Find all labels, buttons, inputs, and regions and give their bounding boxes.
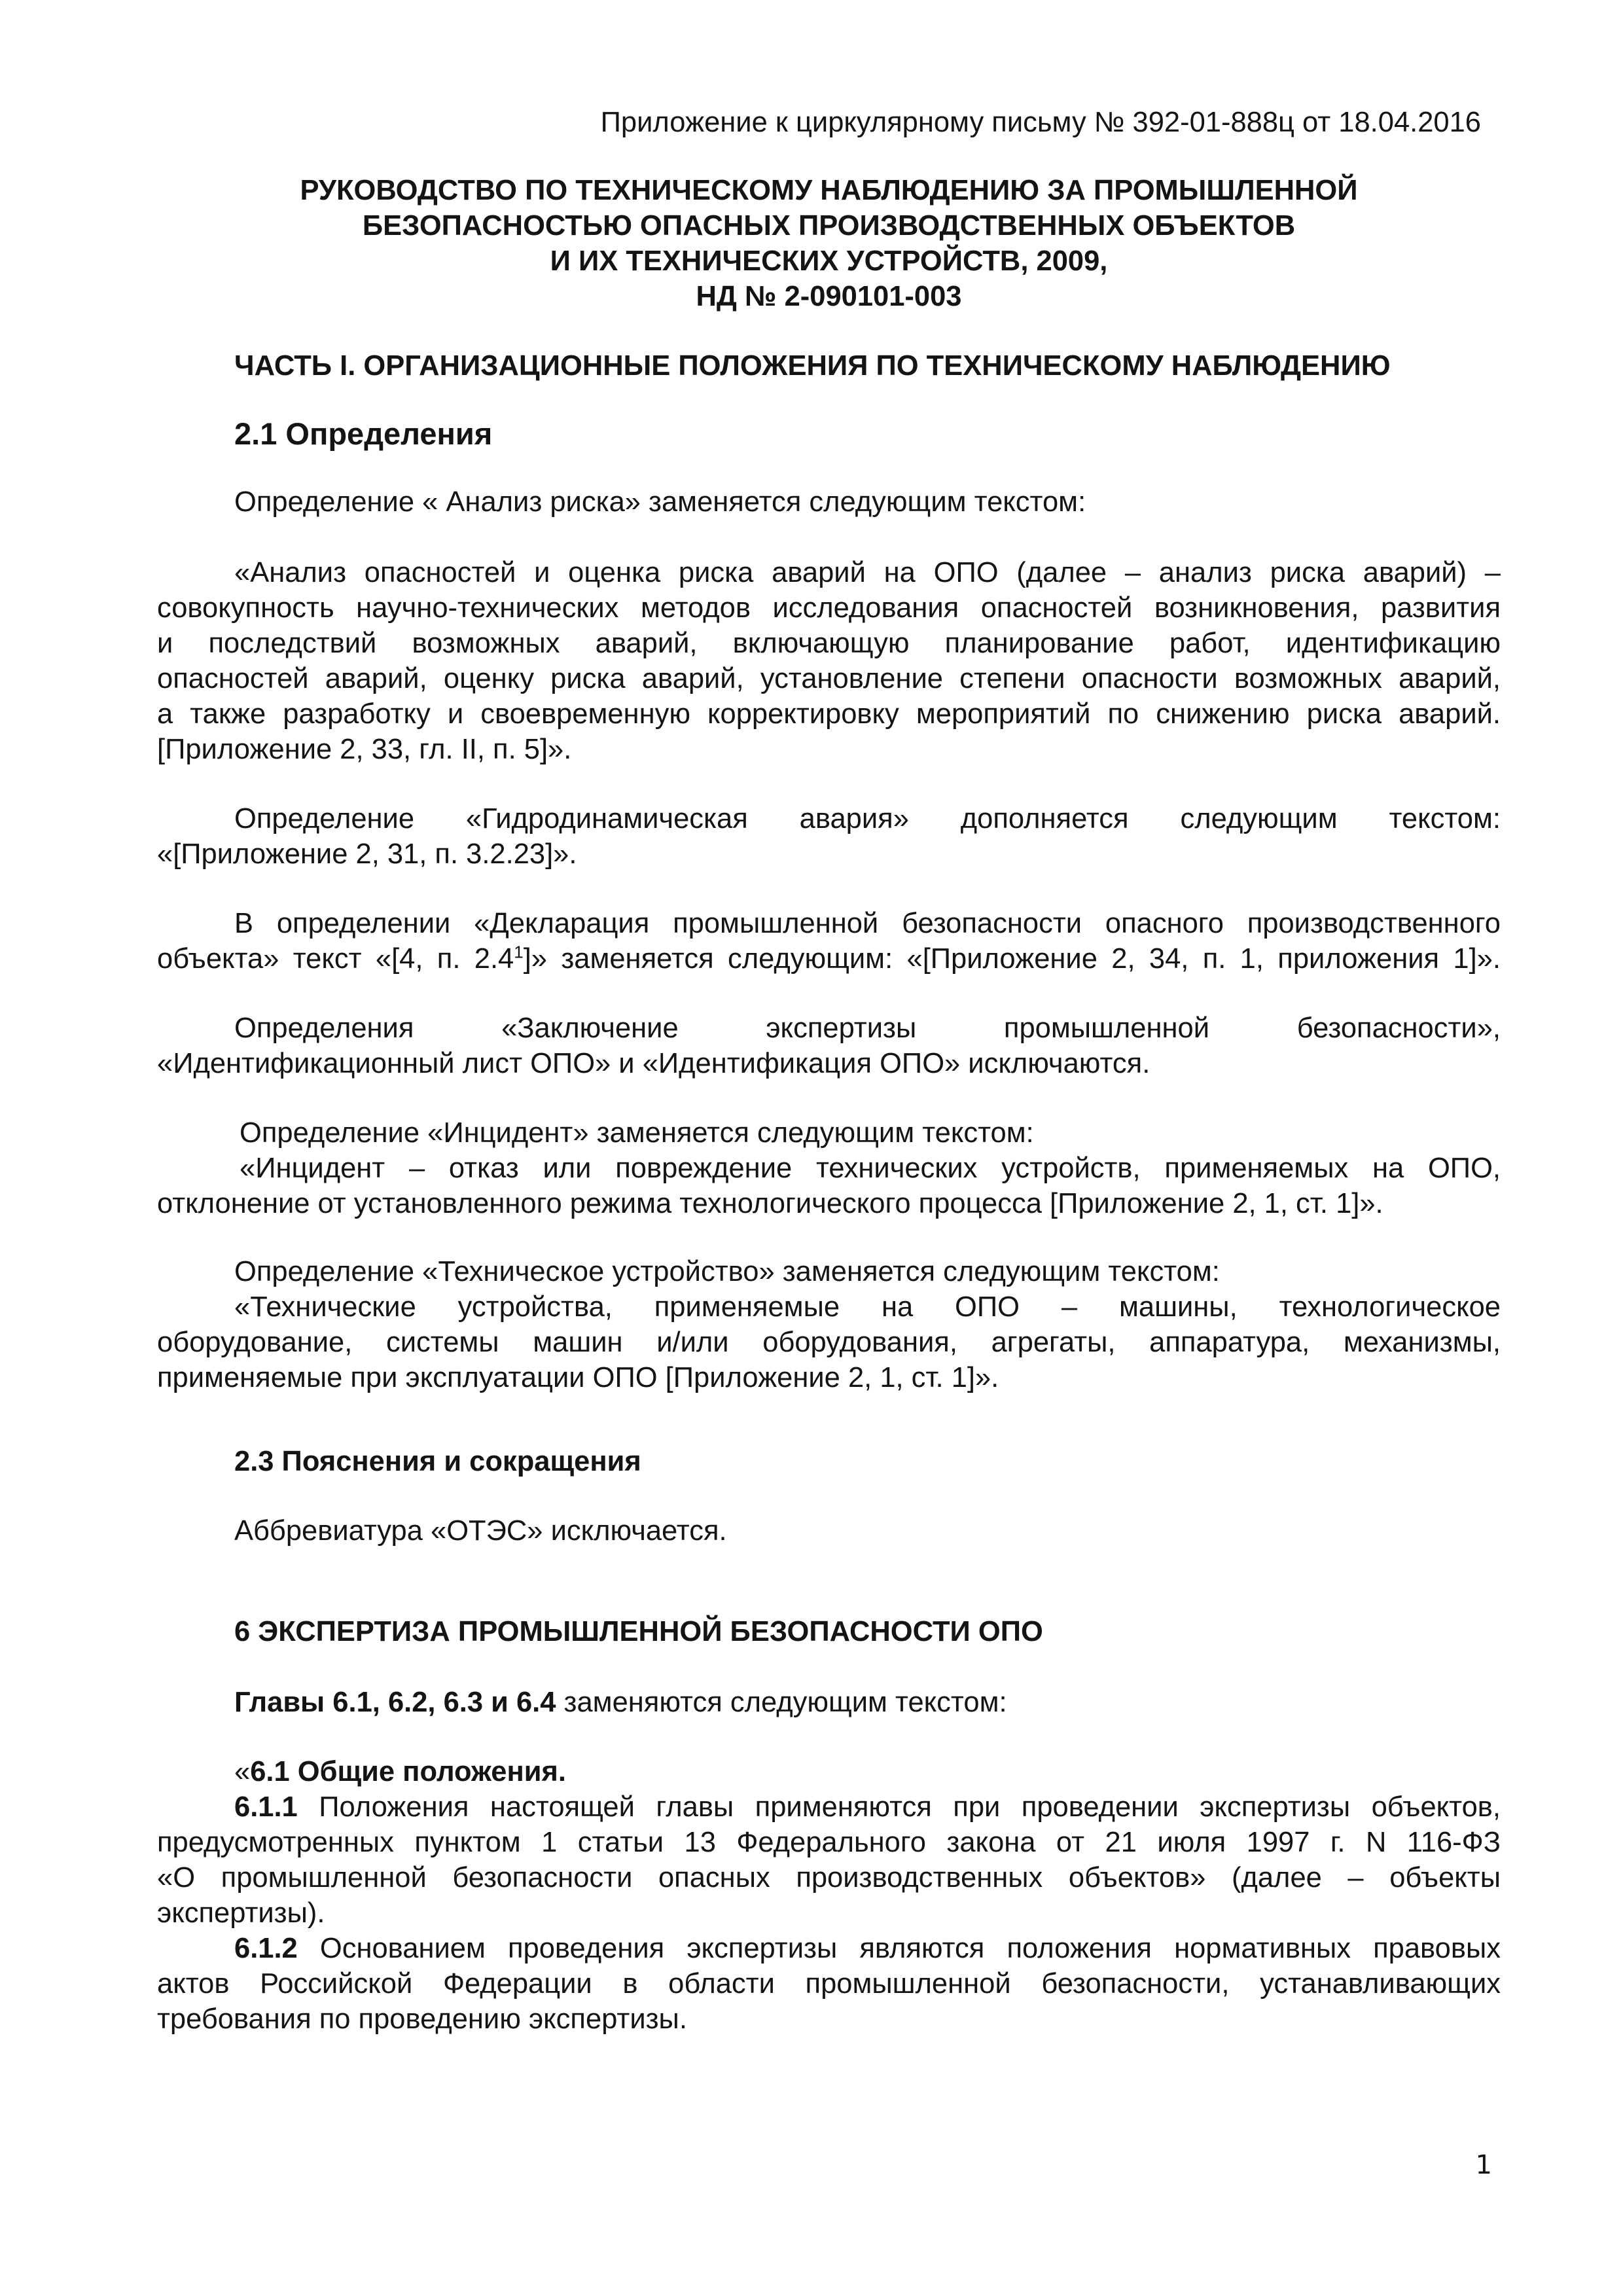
text-line: опасностей аварий, оценку риска аварий, установление степени опасности возможных аварий, (157, 663, 1501, 694)
text-fragment: заменяются следующим текстом: (556, 1687, 1007, 1718)
paragraph (157, 1011, 1501, 1081)
text-line: Определение «Техническое устройство» заменяется следующим текстом: (234, 1256, 1220, 1287)
text-line: «Технические устройства, применяемые на ОПО – машины, технологическое (234, 1291, 1501, 1323)
paragraph (157, 906, 1501, 977)
subsection-heading: 6.1 Общие положения. (250, 1756, 566, 1787)
paragraph: Определение « Анализ риска» заменяется следующим текстом: (234, 486, 1086, 518)
text-line: оборудование, системы машин и/или оборудования, агрегаты, аппаратура, механизмы, (157, 1327, 1501, 1358)
paragraph (234, 1685, 1501, 1720)
text-fragment: объекта» текст «[4, п. 2.4 (157, 943, 514, 975)
text-line: «[Приложение 2, 31, п. 3.2.23]». (157, 838, 577, 870)
document-title (157, 173, 1501, 314)
text-line (157, 941, 1501, 977)
text-fragment: ]» заменяется следующим: «[Приложение 2, 34, п. 1, приложения 1]». (523, 943, 1501, 975)
annex-reference: Приложение к циркулярному письму № 392-01-888ц от 18.04.2016 (600, 107, 1481, 138)
text-line (157, 1931, 1501, 1966)
text-fragment: « (234, 1756, 251, 1787)
title-line: БЕЗОПАСНОСТЬЮ ОПАСНЫХ ПРОИЗВОДСТВЕННЫХ ОБЪЕКТОВ (362, 210, 1296, 242)
title-line: И ИХ ТЕХНИЧЕСКИХ УСТРОЙСТВ, 2009, (550, 245, 1108, 277)
page-number: 1 (1475, 2150, 1492, 2180)
text-line: а также разработку и своевременную корректировку мероприятий по снижению риска аварий. (157, 698, 1501, 730)
footnote-superscript: 1 (514, 942, 524, 962)
bold-text: Главы 6.1, 6.2, 6.3 и 6.4 (234, 1687, 556, 1718)
text-line: «Инцидент – отказ или повреждение технических устройств, применяемых на ОПО, (240, 1153, 1501, 1184)
text-line: требования по проведению экспертизы. (157, 2003, 687, 2035)
paragraph (157, 801, 1501, 872)
text-line: В определении «Декларация промышленной безопасности опасного производственного (234, 908, 1501, 939)
paragraph (157, 555, 1501, 767)
text-line: «Анализ опасностей и оценка риска аварий на ОПО (далее – анализ риска аварий) – (234, 557, 1501, 588)
text-line: Определение «Гидродинамическая авария» дополняется следующим текстом: (234, 803, 1501, 834)
text-line: Определение «Инцидент» заменяется следующим текстом: (240, 1117, 1034, 1149)
title-line: РУКОВОДСТВО ПО ТЕХНИЧЕСКОМУ НАБЛЮДЕНИЮ ЗА ПРОМЫШЛЕННОЙ (300, 175, 1358, 206)
title-line: НД № 2-090101-003 (696, 281, 962, 312)
text-line: «Идентификационный лист ОПО» и «Идентификация ОПО» исключаются. (157, 1048, 1150, 1079)
text-line: [Приложение 2, 33, гл. II, п. 5]». (157, 734, 572, 765)
text-fragment: Положения настоящей главы применяются при проведении экспертизы объектов, (297, 1791, 1501, 1823)
text-line (157, 1789, 1501, 1825)
paragraph (157, 1115, 1501, 1221)
text-line: и последствий возможных аварий, включающую планирование работ, идентификацию (157, 628, 1501, 659)
section-heading-2-1: 2.1 Определения (234, 416, 493, 451)
text-line (157, 1754, 1501, 1789)
text-line: Определения «Заключение экспертизы промышленной безопасности», (234, 1013, 1501, 1044)
text-line: применяемые при эксплуатации ОПО [Приложение 2, 1, ст. 1]». (157, 1362, 999, 1393)
text-line: предусмотренных пунктом 1 статьи 13 Федерального закона от 21 июля 1997 г. N 116-ФЗ (157, 1827, 1501, 1858)
text-fragment: Основанием проведения экспертизы являются положения нормативных правовых (297, 1933, 1501, 1964)
clause-number: 6.1.2 (234, 1933, 298, 1964)
text-line: совокупность научно-технических методов исследования опасностей возникновения, развития (157, 592, 1501, 624)
paragraph (157, 1254, 1501, 1395)
clause-number: 6.1.1 (234, 1791, 298, 1823)
text-line: отклонение от установленного режима технологического процесса [Приложение 2, 1, ст. 1]». (157, 1188, 1383, 1219)
text-line: «О промышленной безопасности опасных производственных объектов» (далее – объекты (157, 1862, 1501, 1893)
text-line: актов Российской Федерации в области промышленной безопасности, устанавливающих (157, 1968, 1501, 2000)
text-line: экспертизы). (157, 1897, 325, 1929)
paragraph: Аббревиатура «ОТЭС» исключается. (234, 1515, 727, 1547)
section-heading-2-3: 2.3 Пояснения и сокращения (234, 1446, 641, 1477)
part-heading: ЧАСТЬ I. ОРГАНИЗАЦИОННЫЕ ПОЛОЖЕНИЯ ПО ТЕХНИЧЕСКОМУ НАБЛЮДЕНИЮ (234, 350, 1391, 382)
section-heading-6: 6 ЭКСПЕРТИЗА ПРОМЫШЛЕННОЙ БЕЗОПАСНОСТИ ОПО (234, 1616, 1043, 1647)
paragraph (157, 1754, 1501, 2037)
